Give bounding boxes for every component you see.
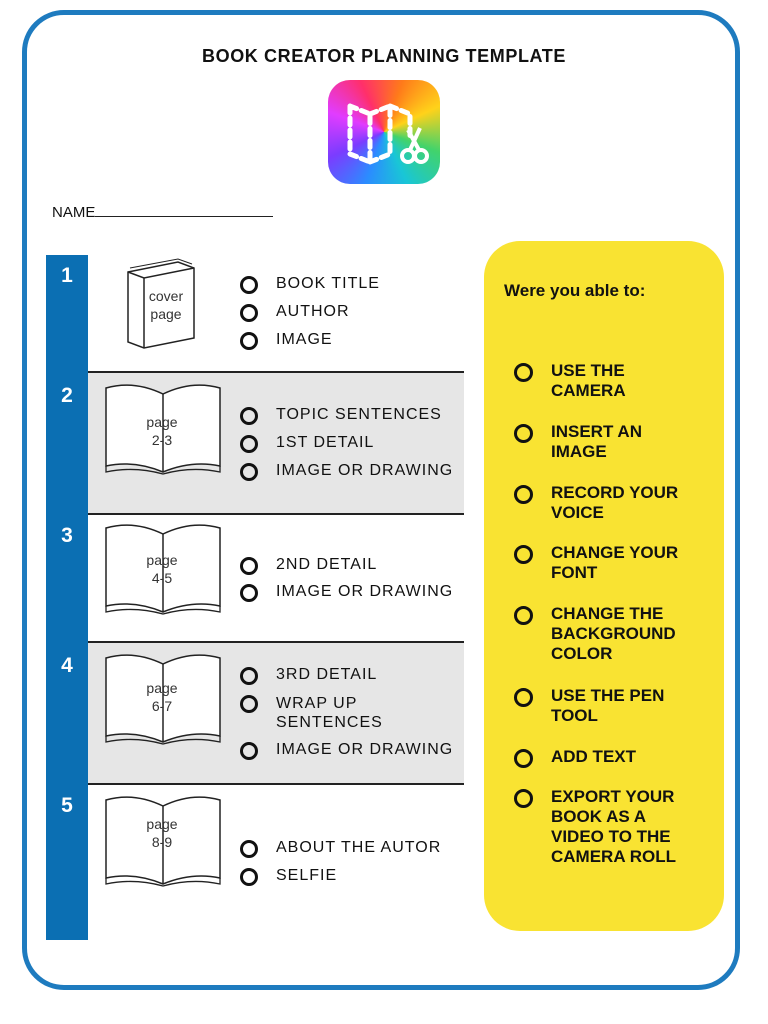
circle-checkbox-icon[interactable] — [240, 695, 258, 713]
checklist-item[interactable] — [240, 583, 453, 602]
item-label: IMAGE OR DRAWING — [276, 741, 454, 758]
item-label: 1ST DETAIL — [276, 434, 375, 451]
skill-item[interactable] — [514, 604, 714, 664]
circle-checkbox-icon[interactable] — [514, 424, 533, 443]
skill-label: EXPORT YOUR BOOK AS A VIDEO TO THE CAMERA ROLL — [551, 787, 676, 866]
item-label: IMAGE — [276, 331, 333, 348]
checklist-item[interactable] — [240, 462, 453, 481]
book-label: page — [146, 552, 178, 568]
circle-checkbox-icon[interactable] — [240, 840, 258, 858]
open-book-icon — [102, 652, 224, 746]
section-number: 1 — [61, 264, 73, 287]
checklist-item[interactable] — [240, 434, 374, 453]
circle-checkbox-icon[interactable] — [514, 789, 533, 808]
checklist-item[interactable] — [240, 331, 333, 350]
skill-item[interactable] — [514, 747, 714, 768]
circle-checkbox-icon[interactable] — [240, 463, 258, 481]
circle-checkbox-icon[interactable] — [240, 276, 258, 294]
skill-label: USE THE PEN TOOL — [551, 686, 665, 725]
skill-item[interactable] — [514, 787, 714, 867]
divider — [88, 783, 464, 785]
book-label: page — [150, 306, 182, 322]
skill-label: INSERT AN IMAGE — [551, 422, 642, 461]
circle-checkbox-icon[interactable] — [240, 304, 258, 322]
item-label: TOPIC SENTENCES — [276, 406, 442, 423]
skill-item[interactable] — [514, 686, 714, 726]
checklist-item[interactable] — [240, 303, 350, 322]
book-label: 8-9 — [151, 834, 173, 850]
item-label: 3RD DETAIL — [276, 666, 378, 683]
item-label: ABOUT THE AUTOR — [276, 839, 442, 856]
circle-checkbox-icon[interactable] — [240, 868, 258, 886]
skill-item[interactable] — [514, 483, 714, 523]
item-label: IMAGE OR DRAWING — [276, 583, 454, 600]
section-number: 4 — [61, 654, 73, 677]
checklist-item[interactable] — [240, 406, 442, 425]
book-label: 2-3 — [151, 432, 173, 448]
book-label: 6-7 — [151, 698, 173, 714]
section-number: 3 — [61, 524, 73, 547]
book-label: page — [146, 680, 178, 696]
skill-item[interactable] — [514, 422, 714, 462]
item-label: AUTHOR — [276, 303, 350, 320]
name-label: NAME — [52, 204, 96, 221]
book-label: 4-5 — [151, 570, 173, 586]
skill-label: RECORD YOUR VOICE — [551, 483, 679, 522]
item-label: IMAGE OR DRAWING — [276, 462, 454, 479]
checklist-item[interactable] — [240, 556, 377, 575]
checklist-item[interactable] — [240, 867, 337, 886]
circle-checkbox-icon[interactable] — [514, 749, 533, 768]
circle-checkbox-icon[interactable] — [514, 606, 533, 625]
circle-checkbox-icon[interactable] — [240, 667, 258, 685]
book-label: page — [146, 414, 178, 430]
circle-checkbox-icon[interactable] — [240, 584, 258, 602]
circle-checkbox-icon[interactable] — [514, 363, 533, 382]
item-label: WRAP UP SENTENCES — [276, 695, 383, 731]
section-number-bar — [46, 255, 88, 940]
book-label: cover — [148, 288, 184, 304]
book-label: page — [146, 816, 178, 832]
circle-checkbox-icon[interactable] — [240, 742, 258, 760]
circle-checkbox-icon[interactable] — [514, 688, 533, 707]
skills-checklist-heading: Were you able to: — [504, 281, 646, 300]
cover-book-icon — [122, 258, 198, 350]
skill-item[interactable] — [514, 361, 714, 401]
circle-checkbox-icon[interactable] — [240, 435, 258, 453]
skill-item[interactable] — [514, 543, 714, 583]
section-number: 2 — [61, 384, 73, 407]
skill-label: USE THE CAMERA — [551, 361, 626, 400]
book-creator-logo — [328, 80, 440, 184]
checklist-item[interactable] — [240, 741, 453, 760]
checklist-item[interactable] — [240, 666, 377, 685]
page-title: BOOK CREATOR PLANNING TEMPLATE — [202, 46, 566, 66]
item-label: 2ND DETAIL — [276, 556, 378, 573]
divider — [88, 513, 464, 515]
circle-checkbox-icon[interactable] — [240, 557, 258, 575]
item-label: SELFIE — [276, 867, 338, 884]
checklist-item[interactable] — [240, 275, 380, 294]
circle-checkbox-icon[interactable] — [240, 407, 258, 425]
checklist-item[interactable] — [240, 694, 390, 732]
open-book-icon — [102, 522, 224, 616]
open-book-icon — [102, 382, 224, 476]
circle-checkbox-icon[interactable] — [240, 332, 258, 350]
circle-checkbox-icon[interactable] — [514, 545, 533, 564]
circle-checkbox-icon[interactable] — [514, 485, 533, 504]
open-book-icon — [102, 794, 224, 888]
item-label: BOOK TITLE — [276, 275, 380, 292]
name-underline — [95, 202, 273, 217]
skill-label: CHANGE YOUR FONT — [551, 543, 679, 582]
divider — [88, 641, 464, 643]
skill-label: ADD TEXT — [551, 747, 636, 766]
name-field[interactable] — [52, 202, 273, 221]
section-number: 5 — [61, 794, 73, 817]
checklist-item[interactable] — [240, 839, 441, 858]
skill-label: CHANGE THE BACKGROUND COLOR — [551, 604, 676, 663]
divider — [88, 371, 464, 373]
